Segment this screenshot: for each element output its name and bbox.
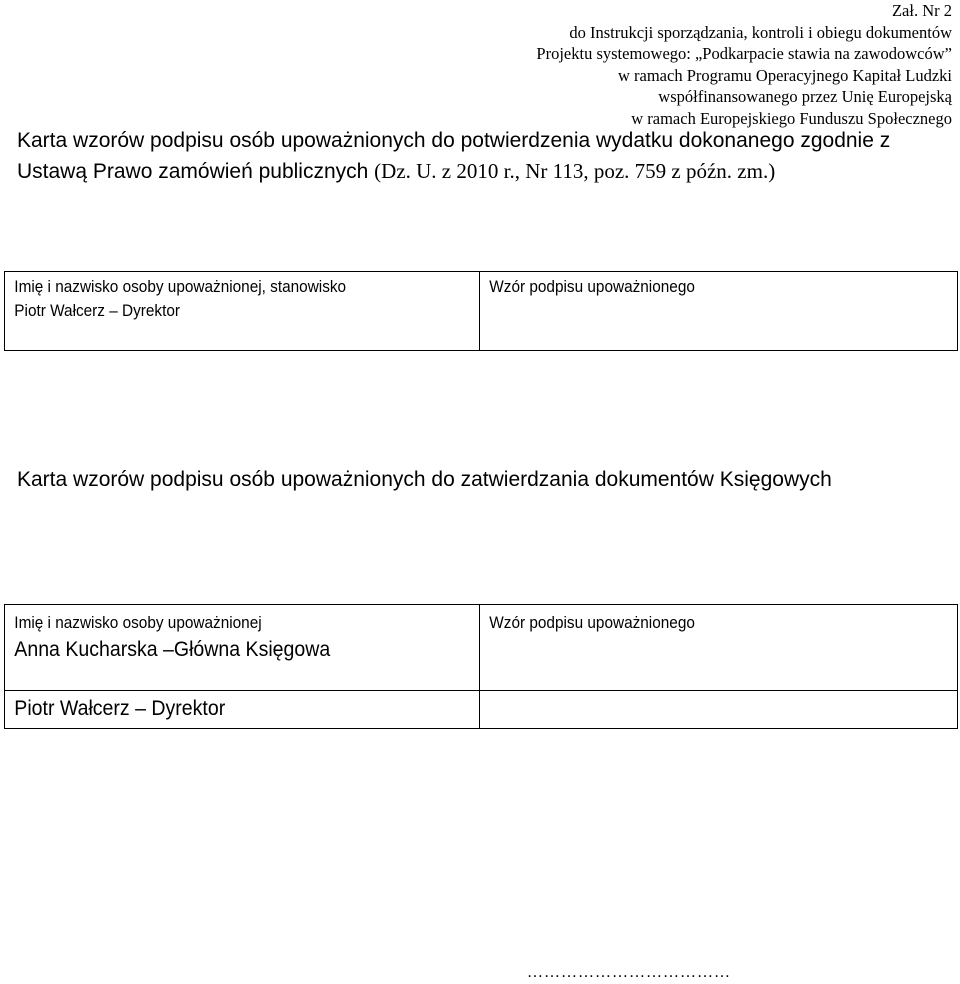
authorized-person-cell: [5, 272, 480, 351]
section2-title: Karta wzorów podpisu osób upoważnionych do zatwierdzania dokumentów Księgowych: [17, 468, 832, 491]
authorized-person-header: Imię i nazwisko osoby upoważnionej, stanowisko: [14, 278, 347, 296]
document-header: [536, 0, 952, 129]
header-line-instruction: do Instrukcji sporządzania, kontroli i obiegu dokumentów: [569, 22, 952, 42]
signature-specimen-cell[interactable]: [479, 272, 957, 351]
authorized-person-header-2: Imię i nazwisko osoby upoważnionej: [14, 614, 262, 632]
section1-title: [17, 126, 947, 187]
authorized-person-name: Piotr Wałcerz – Dyrektor: [14, 302, 181, 320]
authorized-person-name-2: Piotr Wałcerz – Dyrektor: [14, 697, 226, 720]
header-line-cofinancing: współfinansowanego przez Unię Europejską: [658, 87, 952, 106]
attachment-number: Zał. Nr 2: [891, 1, 952, 20]
signature-table-2: [4, 604, 958, 729]
signature-specimen-cell-2[interactable]: [479, 691, 957, 729]
section1-title-text: Karta wzorów podpisu osób upoważnionych do potwierdzenia wydatku dokonanego zgodnie z Ustawą Prawo zamówień publicznych: [17, 129, 891, 183]
header-line-project: Projektu systemowego: „Podkarpacie stawia na zawodowców”: [536, 44, 952, 63]
signature-specimen-cell-1[interactable]: [479, 605, 957, 691]
signature-specimen-header-2: Wzór podpisu upoważnionego: [488, 614, 695, 632]
header-line-programme: w ramach Programu Operacyjnego Kapitał Ludzki: [617, 65, 952, 85]
section1-title-legal-reference: (Dz. U. z 2010 r., Nr 113, poz. 759 z późn. zm.): [374, 159, 776, 183]
signature-table-1: [4, 271, 958, 351]
signature-line: ………………………………: [527, 964, 731, 981]
authorized-person-cell-2: [5, 691, 480, 729]
authorized-person-cell-1: [5, 605, 480, 691]
header-line-fund: w ramach Europejskiego Funduszu Społecznego: [631, 108, 952, 128]
authorized-person-name-1: Anna Kucharska –Główna Księgowa: [14, 638, 331, 661]
signature-specimen-header: Wzór podpisu upoważnionego: [488, 278, 695, 296]
